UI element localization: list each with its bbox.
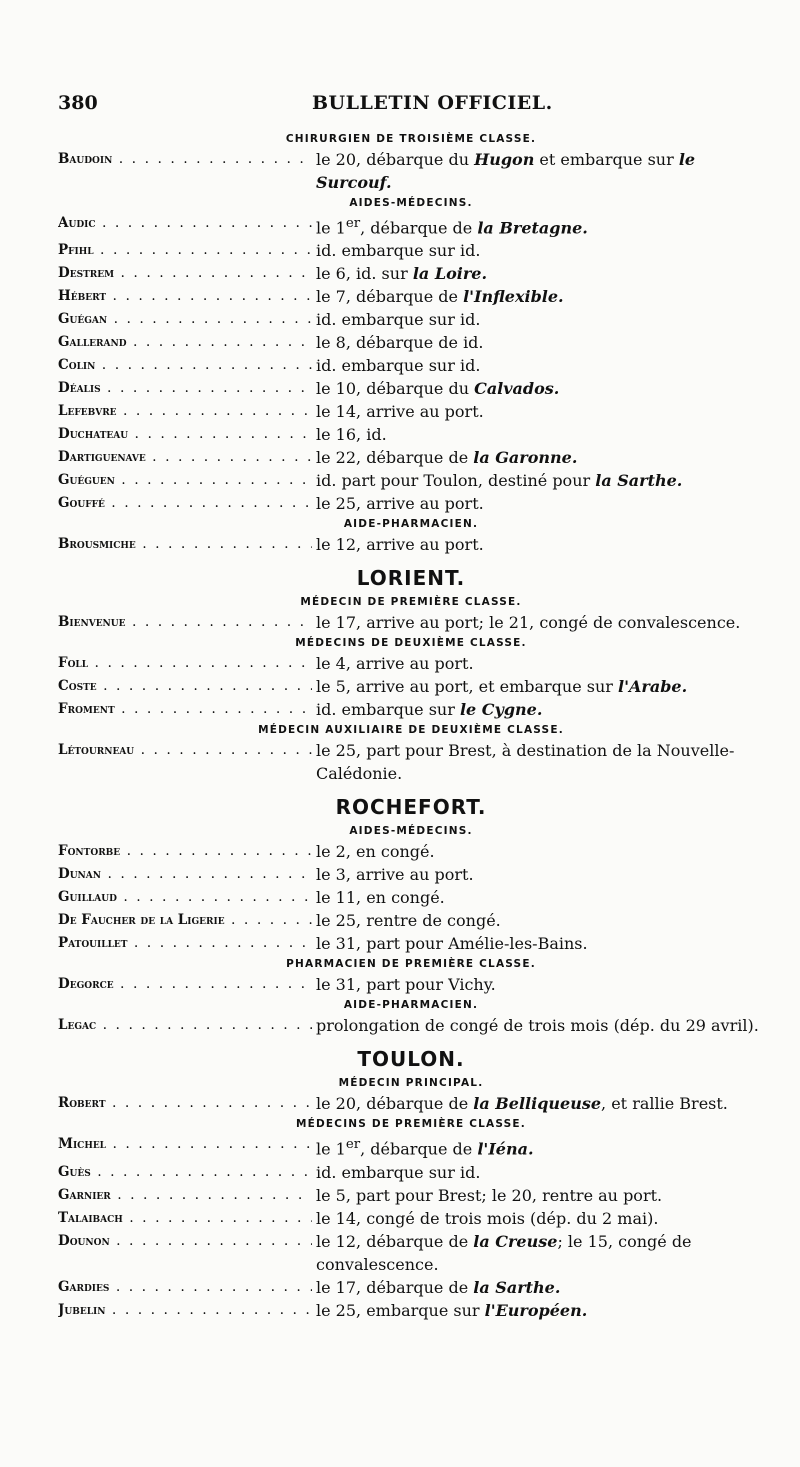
officer-name: Guès . . . (58, 1161, 312, 1184)
officer-name: Bienvenue . . . (58, 611, 312, 634)
officer-name: Garnier . . . (58, 1184, 312, 1207)
officer-name: Duchateau . . . (58, 423, 312, 446)
rank-heading: AIDE-PHARMACIEN. (343, 999, 479, 1012)
entry-destrem (58, 262, 764, 285)
rank-heading: AIDE-PHARMACIEN. (343, 518, 479, 531)
entry-gueguen (58, 469, 764, 492)
entry-gouffe (58, 492, 764, 515)
entry-fontorbe (58, 840, 764, 863)
movement-text: le 25, rentre de congé. (316, 911, 501, 931)
content (58, 133, 764, 1322)
entry-audic (58, 212, 764, 239)
movement-text: le 17, débarque de la Sarthe. (316, 1277, 561, 1297)
entry-gues (58, 1161, 764, 1184)
officer-name: Jubelin . . . (58, 1299, 312, 1322)
movement-text: le 1er, débarque de la Bretagne. (316, 216, 588, 238)
officer-name: Guéguen . . . (58, 469, 312, 492)
page-number: 380 (58, 92, 98, 114)
entry-gardies (58, 1276, 764, 1299)
entry-jubelin (58, 1299, 764, 1322)
entry-duchateau (58, 423, 764, 446)
movement-text: id. embarque sur id. (316, 241, 481, 261)
movement-text: le 5, arrive au port, et embarque sur l'Arabe. (316, 677, 688, 697)
rank-heading: CHIRURGIEN DE TROISIÈME CLASSE. (285, 133, 537, 145)
officer-name: Audic . . . (58, 212, 312, 239)
officer-name: Gardies . . . (58, 1276, 312, 1299)
movement-text: le 11, en congé. (316, 888, 445, 908)
entry-legac (58, 1014, 764, 1037)
movement-text: le 2, en congé. (316, 842, 435, 862)
entry-dounon (58, 1230, 764, 1276)
officer-name: Michel . . . (58, 1133, 312, 1160)
entry-robert (58, 1092, 764, 1115)
officer-name: Guillaud . . . (58, 886, 312, 909)
entry-foll (58, 652, 764, 675)
rank-heading: MÉDECINS DE DEUXIÈME CLASSE. (295, 637, 527, 650)
section-title: LORIENT. (356, 566, 466, 591)
section-title: ROCHEFORT. (335, 795, 487, 820)
rank-heading: MÉDECINS DE PREMIÈRE CLASSE. (295, 1118, 526, 1131)
movement-text: le 1er, débarque de l'Iéna. (316, 1137, 534, 1159)
movement-text: le 12, arrive au port. (316, 535, 484, 555)
rank-heading: MÉDECIN AUXILIAIRE DE DEUXIÈME CLASSE. (258, 724, 564, 737)
officer-name: Colin . . . (58, 354, 312, 377)
movement-text: le 8, débarque de id. (316, 333, 484, 353)
section-title: TOULON. (357, 1047, 465, 1072)
officer-name: Talaibach . . . (58, 1207, 312, 1230)
entry-guegan (58, 308, 764, 331)
page-title: BULLETIN OFFICIEL. (312, 92, 553, 114)
movement-text: id. embarque sur le Cygne. (316, 700, 543, 720)
page (58, 92, 764, 1322)
rank-heading: AIDES-MÉDECINS. (349, 197, 473, 209)
rank-heading: MÉDECIN PRINCIPAL. (338, 1077, 484, 1090)
entry-patouillet (58, 932, 764, 955)
rank-heading: PHARMACIEN DE PREMIÈRE CLASSE. (286, 958, 536, 971)
officer-name: Foll . . . (58, 652, 312, 675)
entry-michel (58, 1133, 764, 1160)
entry-gallerand (58, 331, 764, 354)
entry-brousmiche (58, 533, 764, 556)
officer-name: Hébert . . . (58, 285, 312, 308)
entry-baudoin (58, 148, 764, 194)
entry-lefebvre (58, 400, 764, 423)
movement-text: le 31, part pour Amélie-les-Bains. (316, 934, 588, 954)
movement-text: le 31, part pour Vichy. (316, 975, 496, 995)
officer-name: Létourneau . . . (58, 739, 312, 785)
entry-pfihl (58, 239, 764, 262)
officer-name: Destrem . . . (58, 262, 312, 285)
movement-text: le 3, arrive au port. (316, 865, 474, 885)
officer-name: Dartiguenave . . . (58, 446, 312, 469)
entry-bienvenue (58, 611, 764, 634)
movement-text: id. embarque sur id. (316, 1162, 481, 1182)
movement-text: prolongation de congé de trois mois (dép. du 29 avril). (316, 1016, 759, 1036)
officer-name: Déalis . . . (58, 377, 312, 400)
movement-text: le 22, débarque de la Garonne. (316, 448, 578, 468)
movement-text: le 5, part pour Brest; le 20, rentre au port. (316, 1185, 663, 1205)
officer-name: Legac . . . (58, 1014, 312, 1037)
movement-text: le 20, débarque de la Belliqueuse, et rallie Brest. (316, 1094, 728, 1114)
movement-text: le 6, id. sur la Loire. (316, 264, 488, 284)
entry-garnier (58, 1184, 764, 1207)
officer-name: Degorce . . . (58, 973, 312, 996)
section-brest (58, 133, 764, 556)
movement-text: le 25, embarque sur l'Européen. (316, 1300, 588, 1320)
officer-name: Baudoin . . . (58, 148, 312, 194)
section-lorient (58, 566, 764, 785)
entry-talaibach (58, 1207, 764, 1230)
entry-de-faucher-de-la-ligerie (58, 909, 764, 932)
movement-text: id. part pour Toulon, destiné pour la Sarthe. (316, 471, 683, 491)
rank-heading: MÉDECIN DE PREMIÈRE CLASSE. (300, 596, 522, 609)
officer-name: Dunan . . . (58, 863, 312, 886)
officer-name: Dounon . . . (58, 1230, 312, 1276)
movement-text: le 7, débarque de l'Inflexible. (316, 287, 564, 307)
officer-name: Brousmiche . . . (58, 533, 312, 556)
movement-text: id. embarque sur id. (316, 356, 481, 376)
entry-guillaud (58, 886, 764, 909)
section-toulon (58, 1047, 764, 1321)
officer-name: Froment . . . (58, 698, 312, 721)
movement-text: le 16, id. (316, 425, 387, 445)
section-rochefort (58, 795, 764, 1037)
movement-text: le 12, débarque de la Creuse; le 15, congé de convalescence. (316, 1231, 692, 1274)
officer-name: Gouffé . . . (58, 492, 312, 515)
running-head (58, 92, 764, 130)
entry-letourneau (58, 739, 764, 785)
entry-hebert (58, 285, 764, 308)
movement-text: le 14, congé de trois mois (dép. du 2 mai). (316, 1208, 659, 1228)
entry-degorce (58, 973, 764, 996)
rank-heading: AIDES-MÉDECINS. (349, 825, 473, 838)
movement-text: le 25, part pour Brest, à destination de la Nouvelle-Calédonie. (316, 741, 735, 784)
movement-text: le 25, arrive au port. (316, 494, 484, 514)
officer-name: Fontorbe . . . (58, 840, 312, 863)
movement-text: id. embarque sur id. (316, 310, 481, 330)
movement-text: le 4, arrive au port. (316, 654, 474, 674)
entry-dealis (58, 377, 764, 400)
entry-dartiguenave (58, 446, 764, 469)
officer-name: Robert . . . (58, 1092, 312, 1115)
officer-name: Lefebvre . . . (58, 400, 312, 423)
entry-dunan (58, 863, 764, 886)
officer-name: Patouillet . . . (58, 932, 312, 955)
entry-froment (58, 698, 764, 721)
officer-name: Gallerand . . . (58, 331, 312, 354)
officer-name: Pfihl . . . (58, 239, 312, 262)
movement-text: le 17, arrive au port; le 21, congé de convalescence. (316, 613, 741, 633)
movement-text: le 14, arrive au port. (316, 402, 484, 422)
movement-text: le 10, débarque du Calvados. (316, 379, 560, 399)
officer-name: Coste . . . (58, 675, 312, 698)
officer-name: De Faucher de la Ligerie . . . (58, 909, 312, 932)
movement-text: le 20, débarque du Hugon et embarque sur le Surcouf. (316, 150, 696, 192)
entry-colin (58, 354, 764, 377)
entry-coste (58, 675, 764, 698)
officer-name: Guégan . . . (58, 308, 312, 331)
